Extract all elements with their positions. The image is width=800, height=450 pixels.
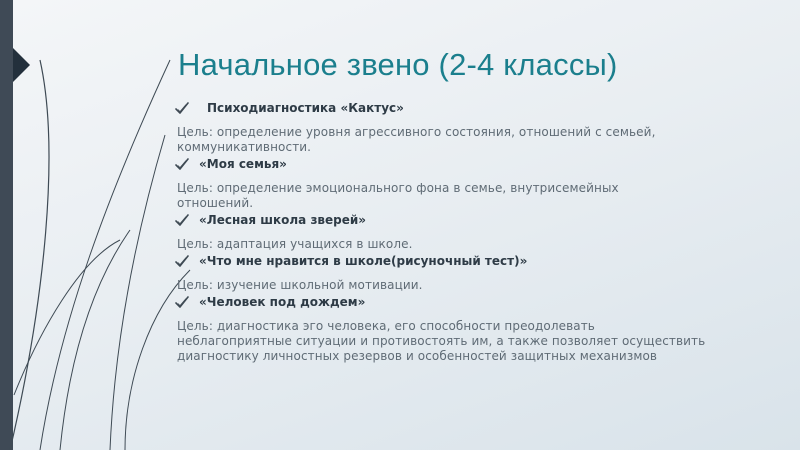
check-mark-icon [175, 101, 189, 115]
item-goal [177, 237, 777, 252]
bullet-heading [177, 155, 777, 173]
goal-line: диагностику личностных резервов и особенностей защитных механизмов [177, 349, 658, 363]
goal-line: неблагоприятные ситуации и противостоять им, а также позволяет осуществить [177, 334, 706, 348]
item-goal [177, 319, 777, 364]
left-accent-bar [0, 0, 13, 450]
goal-line: Цель: изучение школьной мотивации. [177, 278, 423, 292]
item-heading: «Что мне нравится в школе(рисуночный тест)» [199, 254, 528, 268]
goal-line: Цель: диагностика эго человека, его способности преодолевать [177, 319, 595, 333]
item-goal [177, 181, 777, 211]
goal-line: Цель: адаптация учащихся в школе. [177, 237, 413, 251]
bullet-heading [177, 99, 777, 117]
goal-line: коммуникативности. [177, 140, 312, 154]
content-list [177, 99, 777, 364]
list-item [177, 99, 777, 155]
item-heading: «Моя семья» [199, 157, 287, 171]
list-item [177, 252, 777, 293]
item-goal [177, 278, 777, 293]
goal-line: Цель: определение эмоционального фона в семье, внутрисемейных [177, 181, 619, 195]
bullet-heading [177, 293, 777, 311]
goal-line: отношений. [177, 196, 254, 210]
check-mark-icon [175, 295, 189, 309]
check-mark-icon [175, 213, 189, 227]
item-heading: Психодиагностика «Кактус» [207, 101, 404, 115]
item-goal [177, 125, 777, 155]
item-heading: «Лесная школа зверей» [199, 213, 367, 227]
list-item [177, 155, 777, 211]
slide-title: Начальное звено (2-4 классы) [178, 47, 618, 82]
check-mark-icon [175, 254, 189, 268]
item-heading: «Человек под дождем» [199, 295, 366, 309]
arrow-right-icon [13, 48, 30, 82]
list-item [177, 293, 777, 364]
bullet-heading [177, 252, 777, 270]
bullet-heading [177, 211, 777, 229]
goal-line: Цель: определение уровня агрессивного состояния, отношений с семьей, [177, 125, 656, 139]
check-mark-icon [175, 157, 189, 171]
list-item [177, 211, 777, 252]
